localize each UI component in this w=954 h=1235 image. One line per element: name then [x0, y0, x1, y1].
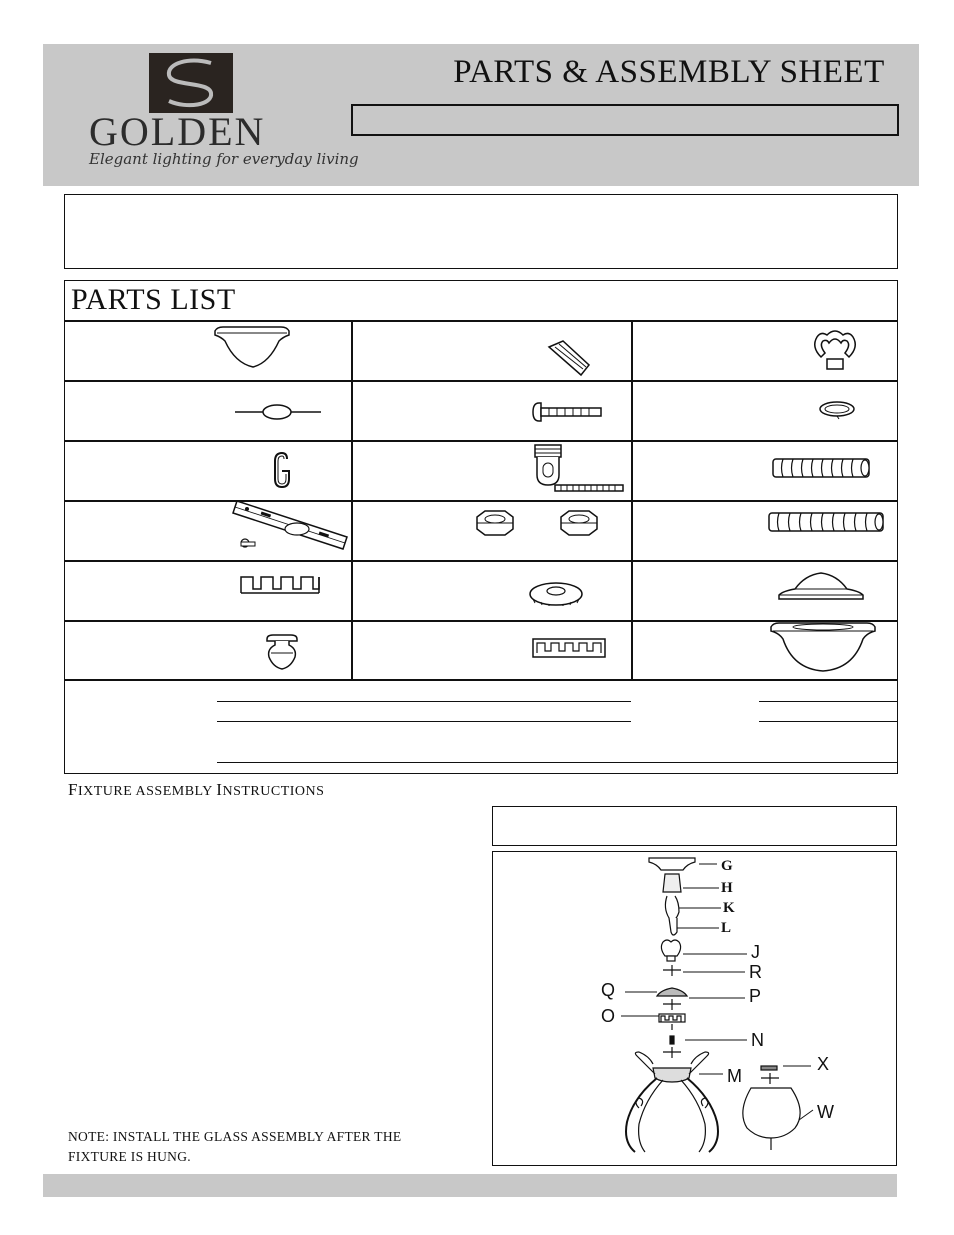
parts-list-table	[64, 280, 898, 774]
label-g: G	[721, 858, 733, 874]
field-underline	[217, 721, 631, 722]
finial-icon	[261, 633, 303, 678]
brand-tagline: Elegant lighting for everyday living	[89, 150, 359, 168]
grid-line	[65, 560, 897, 562]
grid-line	[631, 321, 633, 679]
cap-icon	[775, 569, 867, 610]
golden-logo-icon	[149, 53, 233, 113]
coupling-small-icon	[531, 637, 607, 664]
description-box	[64, 194, 898, 269]
grid-line	[65, 440, 897, 442]
field-underline	[217, 762, 897, 763]
mounting-screw-icon	[531, 401, 603, 428]
loop-icon	[807, 327, 863, 380]
grid-line	[351, 321, 353, 679]
page-title: PARTS & ASSEMBLY SHEET	[453, 54, 885, 90]
label-j: J	[751, 942, 760, 962]
model-number-field	[351, 104, 899, 136]
label-m: M	[727, 1066, 742, 1086]
label-p: P	[749, 986, 762, 1006]
hook-nipple-icon	[529, 443, 625, 500]
coupling-icon	[239, 573, 321, 600]
lock-washer-icon	[527, 579, 585, 614]
hex-nut-icon	[471, 509, 611, 544]
install-note-line: NOTE: INSTALL THE GLASS ASSEMBLY AFTER THE	[68, 1129, 402, 1144]
footer-bar	[43, 1174, 897, 1197]
label-q: Q	[601, 980, 616, 1000]
label-l: L	[721, 920, 732, 936]
field-underline	[759, 701, 897, 702]
label-h: H	[721, 880, 733, 896]
parts-list-title: PARTS LIST	[71, 283, 236, 316]
long-nipple-icon	[767, 511, 887, 538]
label-o: O	[601, 1006, 616, 1026]
label-r: R	[749, 962, 762, 982]
brand-name: GOLDEN	[89, 109, 266, 154]
label-w: W	[817, 1102, 834, 1122]
assembly-diagram	[492, 851, 897, 1166]
nipple-icon	[771, 457, 873, 484]
grid-line	[65, 500, 897, 502]
cross-bar-icon	[235, 401, 321, 428]
grid-line	[65, 380, 897, 382]
canopy-icon	[213, 325, 291, 376]
label-n: N	[751, 1030, 764, 1050]
mounting-strap-icon	[221, 499, 349, 562]
wire-nut-icon	[545, 339, 593, 382]
header-banner	[43, 44, 919, 186]
field-underline	[759, 721, 897, 722]
install-note-line: FIXTURE IS HUNG.	[68, 1149, 191, 1164]
label-x: X	[817, 1054, 830, 1074]
exploded-view-drawing	[493, 852, 896, 1165]
field-underline	[217, 701, 631, 702]
chain-link-icon	[271, 451, 293, 494]
label-k: K	[723, 900, 735, 916]
grid-line	[65, 320, 897, 322]
install-note	[68, 1127, 478, 1167]
instructions-title: FIXTURE ASSEMBLY INSTRUCTIONS	[68, 780, 325, 799]
glass-shade-icon	[767, 621, 879, 680]
diagram-caption-box	[492, 806, 897, 846]
split-ring-icon	[817, 399, 857, 426]
